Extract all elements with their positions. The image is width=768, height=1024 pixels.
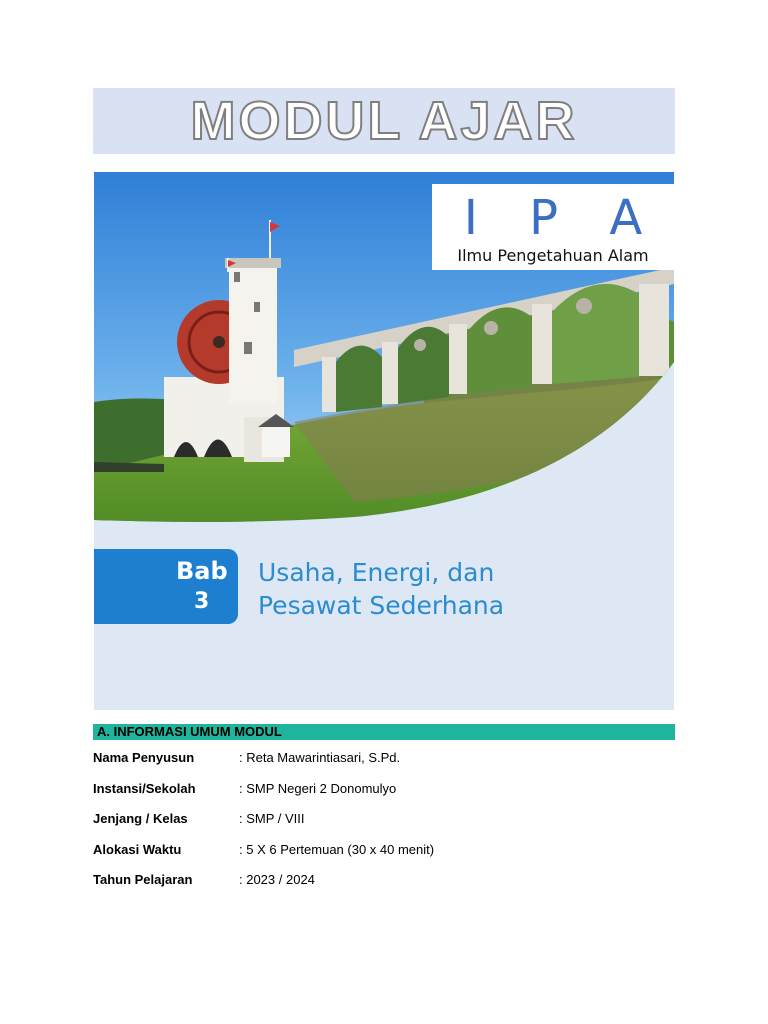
chapter-number: 3 bbox=[194, 589, 210, 614]
chapter-title bbox=[258, 556, 504, 622]
info-label: Instansi/Sekolah bbox=[93, 781, 196, 796]
cover-image bbox=[94, 172, 674, 710]
info-row-instansi-sekolah bbox=[93, 781, 675, 799]
title-banner bbox=[93, 88, 675, 154]
subject-name: Ilmu Pengetahuan Alam bbox=[457, 246, 649, 265]
info-value: : Reta Mawarintiasari, S.Pd. bbox=[239, 750, 401, 765]
info-label: Jenjang / Kelas bbox=[93, 811, 188, 826]
info-row-nama-penyusun bbox=[93, 750, 675, 768]
section-heading-bar bbox=[93, 724, 675, 740]
subject-code: I P A bbox=[463, 190, 661, 246]
subject-box bbox=[432, 184, 674, 270]
info-row-jenjang-kelas bbox=[93, 811, 675, 829]
chapter-title-line-1: Usaha, Energi, dan bbox=[258, 558, 495, 587]
info-label: Tahun Pelajaran bbox=[93, 872, 193, 887]
chapter-tab bbox=[94, 549, 238, 624]
info-value: : 2023 / 2024 bbox=[239, 872, 315, 887]
info-value: : SMP Negeri 2 Donomulyo bbox=[239, 781, 397, 796]
info-value: : SMP / VIII bbox=[239, 811, 305, 826]
info-label: Nama Penyusun bbox=[93, 750, 195, 765]
info-row-tahun-pelajaran bbox=[93, 872, 675, 890]
info-value: : 5 X 6 Pertemuan (30 x 40 menit) bbox=[239, 842, 435, 857]
page-title: MODUL AJAR bbox=[190, 91, 578, 151]
info-label: Alokasi Waktu bbox=[93, 842, 182, 857]
section-heading: A. INFORMASI UMUM MODUL bbox=[97, 724, 282, 739]
chapter-title-line-2: Pesawat Sederhana bbox=[258, 591, 505, 620]
chapter-label: Bab bbox=[176, 557, 228, 585]
info-row-alokasi-waktu bbox=[93, 842, 675, 860]
